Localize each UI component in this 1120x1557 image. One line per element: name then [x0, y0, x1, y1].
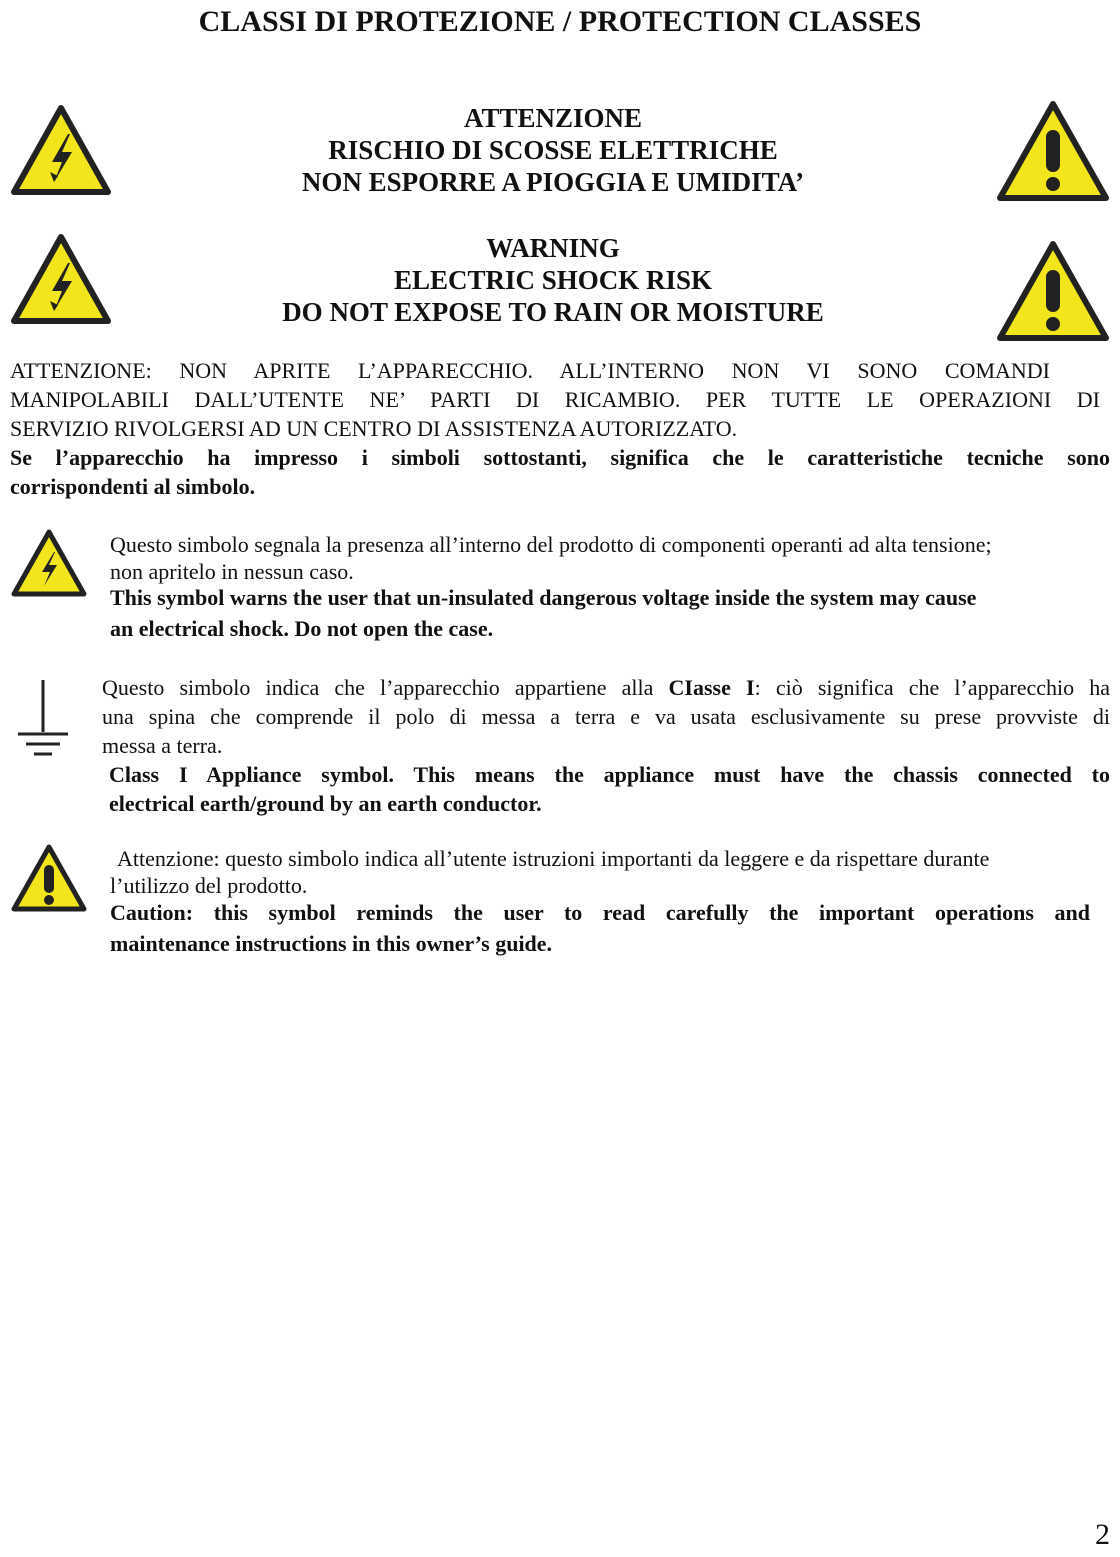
caution-symbol-description	[110, 844, 1110, 958]
notice-line-2: MANIPOLABILI DALL’UTENTE NE’ PARTI DI RICAMBIO. PER TUTTE LE OPERAZIONI DI	[10, 387, 1100, 412]
ground-it-line-1	[102, 673, 1110, 702]
voltage-symbol-description	[110, 530, 1110, 643]
ground-it-line-2: una spina che comprende il polo di messa a terra e va usata esclusivamente su prese provviste di	[102, 704, 1110, 729]
ground-it-line-1-end: : ciò significa che l’apparecchio ha	[754, 675, 1110, 700]
exclamation-warning-icon	[996, 240, 1110, 342]
notice-bold-line-1: Se l’apparecchio ha impresso i simboli sottostanti, significa che le caratteristiche tecniche sono	[10, 445, 1110, 470]
page-number: 2	[1095, 1518, 1110, 1551]
ground-en-line-2: electrical earth/ground by an earth conductor.	[109, 791, 542, 816]
caution-en-line-2: maintenance instructions in this owner’s guide.	[110, 931, 553, 956]
caution-it-line-1: Attenzione: questo simbolo indica all’utente istruzioni importanti da leggere e da rispettare durante	[117, 846, 990, 871]
ground-it-line-3: messa a terra.	[102, 733, 223, 758]
ground-it-line-1-start: Questo simbolo indica che l’apparecchio appartiene alla	[102, 675, 669, 700]
caution-en-line-1: Caution: this symbol reminds the user to read carefully the important operations and	[110, 900, 1090, 925]
notice-line-1: ATTENZIONE: NON APRITE L’APPARECCHIO. ALL’INTERNO NON VI SONO COMANDI	[10, 358, 1050, 383]
warning-english-line-2: ELECTRIC SHOCK RISK	[393, 265, 713, 295]
warning-english-line-3: DO NOT EXPOSE TO RAIN OR MOISTURE	[282, 297, 824, 327]
warning-english	[150, 232, 956, 328]
voltage-it-line-1: Questo simbolo segnala la presenza all’interno del prodotto di componenti operanti ad alta tensione;	[110, 532, 992, 557]
warning-italian-line-1: ATTENZIONE	[463, 103, 643, 133]
ground-symbol-description	[102, 673, 1110, 818]
voltage-en-line-2: an electrical shock. Do not open the case.	[110, 616, 494, 641]
warning-english-line-1: WARNING	[486, 233, 620, 263]
notice-paragraph	[10, 356, 1110, 501]
notice-line-3: SERVIZIO RIVOLGERSI AD UN CENTRO DI ASSISTENZA AUTORIZZATO.	[10, 416, 738, 441]
notice-bold-line-2: corrispondenti al simbolo.	[10, 474, 256, 499]
caution-it-line-2: l’utilizzo del prodotto.	[110, 873, 308, 898]
warning-italian	[150, 102, 956, 198]
voltage-it-line-2: non apritelo in nessun caso.	[110, 559, 354, 584]
ground-en-line-1: Class I Appliance symbol. This means the appliance must have the chassis connected to	[109, 762, 1110, 787]
ground-symbol-icon	[14, 676, 72, 760]
warning-italian-line-3: NON ESPORRE A PIOGGIA E UMIDITA’	[301, 167, 805, 197]
lightning-warning-icon	[10, 528, 88, 598]
lightning-warning-icon	[10, 104, 112, 196]
class-one-label: CIasse I	[668, 675, 755, 700]
exclamation-warning-icon	[10, 843, 88, 913]
warning-italian-line-2: RISCHIO DI SCOSSE ELETTRICHE	[328, 135, 778, 165]
lightning-warning-icon	[10, 233, 112, 325]
page-title: CLASSI DI PROTEZIONE / PROTECTION CLASSES	[198, 5, 922, 38]
voltage-en-line-1: This symbol warns the user that un-insulated dangerous voltage inside the system may cause	[110, 585, 977, 610]
exclamation-warning-icon	[996, 100, 1110, 202]
